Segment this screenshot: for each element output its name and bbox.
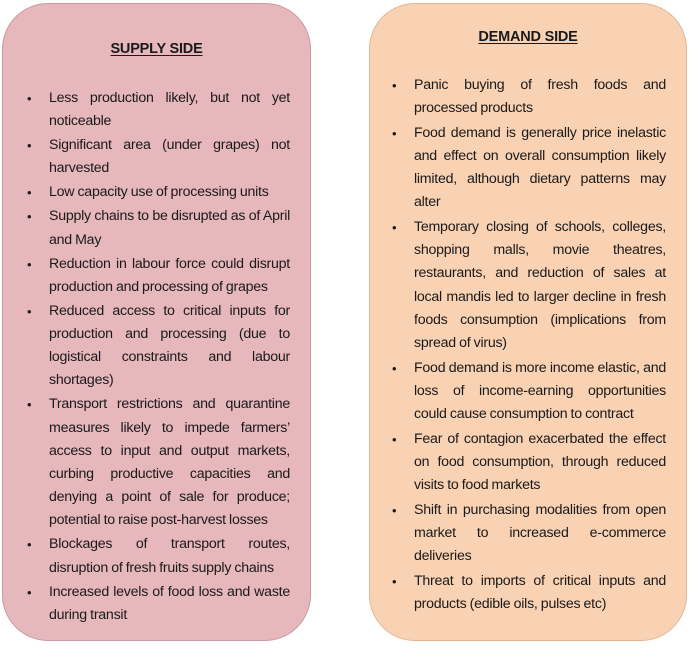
supply-item xyxy=(24,205,290,251)
demand-item-text: Food demand is generally price inelastic and effect on overall consumption likely limited, although dietary patterns may alter xyxy=(414,124,666,211)
demand-item-text: Threat to imports of critical inputs and products (edible oils, pulses etc) xyxy=(414,572,666,612)
bullet-icon: • xyxy=(27,209,32,225)
demand-item xyxy=(389,570,666,616)
supply-side-heading: SUPPLY SIDE xyxy=(110,41,203,57)
demand-item xyxy=(389,216,666,355)
supply-item-text: Reduced access to critical inputs for production and processing (due to logistical constraints and labour shortages) xyxy=(49,302,290,389)
demand-item-text: Panic buying of fresh foods and processed products xyxy=(414,77,666,117)
bullet-icon: • xyxy=(27,256,32,272)
supply-item xyxy=(24,87,290,133)
bullet-icon: • xyxy=(27,138,32,154)
demand-item xyxy=(389,74,666,120)
supply-item xyxy=(24,581,290,627)
bullet-icon: • xyxy=(392,573,397,589)
supply-item-text: Significant area (under grapes) not harvested xyxy=(49,137,290,177)
demand-item-text: Food demand is more income elastic, and loss of income-earning opportunities could cause consumption to contract xyxy=(414,359,666,423)
bullet-icon: • xyxy=(392,502,397,518)
supply-item-text: Increased levels of food loss and waste during transit xyxy=(49,583,290,623)
demand-item-text: Temporary closing of schools, colleges, shopping malls, movie theatres, restaurants, and reduction of sales at local mandis led to larger decline in fresh foods consumption (implications from spread of virus) xyxy=(414,219,666,352)
demand-item-text: Fear of contagion exacerbated the effect on food consumption, through reduced visits to food markets xyxy=(414,430,666,494)
bullet-icon: • xyxy=(392,431,397,447)
demand-side-list xyxy=(389,74,666,617)
demand-item xyxy=(389,357,666,427)
bullet-icon: • xyxy=(27,397,32,413)
supply-item-text: Transport restrictions and quarantine measures likely to impede farmers’ access to input and output markets, curbing productive capacities and denying a point of sale for produce; potential to raise post-harvest losses xyxy=(49,396,290,529)
bullet-icon: • xyxy=(27,91,32,106)
supply-item-text: Blockages of transport routes, disruption of fresh fruits supply chains xyxy=(49,536,290,576)
supply-item-text: Less production likely, but not yet noticeable xyxy=(49,90,290,130)
supply-side-list xyxy=(24,87,290,628)
bullet-icon: • xyxy=(27,584,32,600)
supply-item-text: Supply chains to be disrupted as of April and May xyxy=(49,208,290,248)
demand-item xyxy=(389,499,666,569)
bullet-icon: • xyxy=(392,220,397,235)
bullet-icon: • xyxy=(392,360,397,376)
supply-item xyxy=(24,533,290,579)
bullet-icon: • xyxy=(392,78,397,93)
supply-item-text: Low capacity use of processing units xyxy=(49,184,269,201)
supply-item-text: Reduction in labour force could disrupt production and processing of grapes xyxy=(49,255,290,295)
bullet-icon: • xyxy=(392,125,397,141)
demand-item xyxy=(389,122,666,215)
demand-side-heading: DEMAND SIDE xyxy=(478,29,578,45)
bullet-icon: • xyxy=(27,537,32,553)
supply-item xyxy=(24,134,290,180)
supply-side-panel xyxy=(2,3,311,641)
demand-item-text: Shift in purchasing modalities from open market to increased e-commerce deliveries xyxy=(414,501,666,565)
demand-side-panel xyxy=(369,3,687,641)
supply-item xyxy=(24,181,290,204)
bullet-icon: • xyxy=(27,185,32,201)
bullet-icon: • xyxy=(27,303,32,319)
supply-item xyxy=(24,393,290,532)
supply-item xyxy=(24,253,290,299)
supply-item xyxy=(24,300,290,393)
demand-item xyxy=(389,428,666,498)
